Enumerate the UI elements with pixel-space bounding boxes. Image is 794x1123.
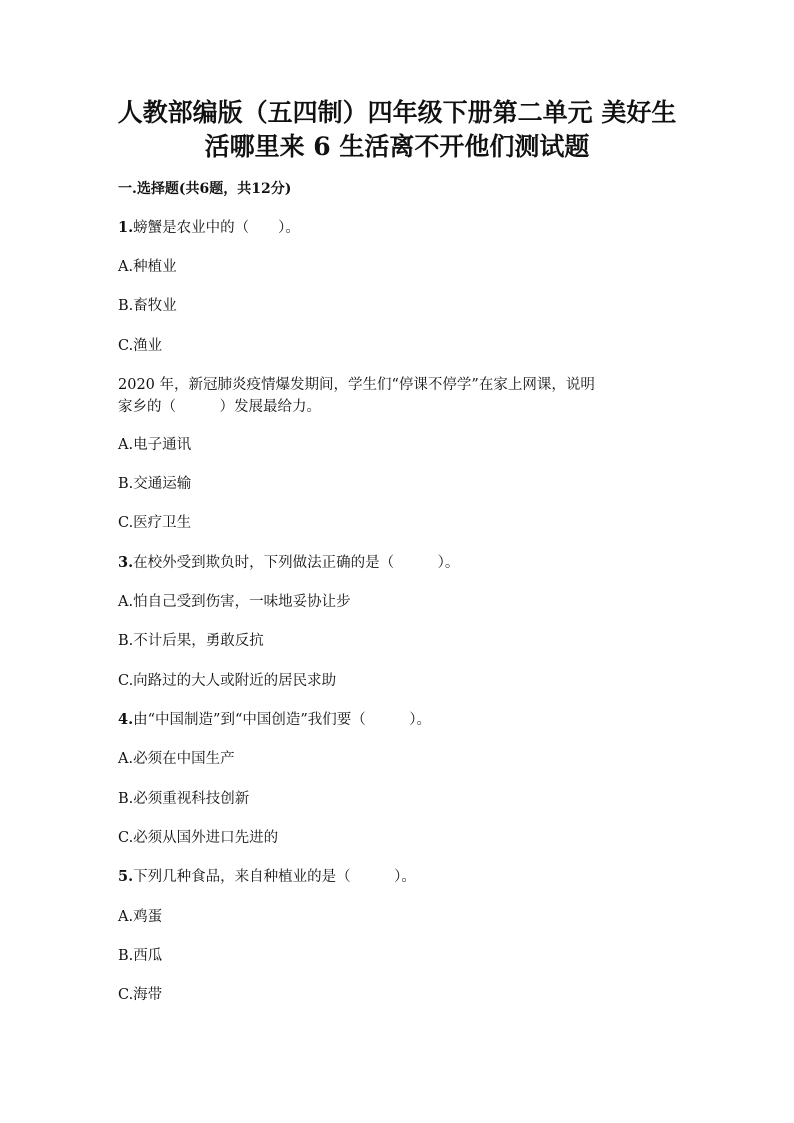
question-number: 3. bbox=[118, 554, 134, 571]
question-text: 由“中国制造”到“中国创造”我们要（ ）。 bbox=[133, 712, 432, 728]
question-text: 2020 年，新冠肺炎疫情爆发期间，学生们“停课不停学”在家上网课，说明 bbox=[118, 377, 595, 393]
question-1-option-a: A.种植业 bbox=[118, 259, 177, 275]
question-3-option-a: A.怕自己受到伤害，一味地妥协让步 bbox=[118, 594, 351, 610]
question-text: 螃蟹是农业中的（ ）。 bbox=[133, 220, 300, 236]
question-4-stem bbox=[118, 709, 431, 731]
title-line-2: 活哪里来 6 生活离不开他们测试题 bbox=[204, 132, 590, 161]
question-2-stem-line-2: 家乡的（ ）发展最给力。 bbox=[118, 399, 321, 415]
question-1-option-b: B.畜牧业 bbox=[118, 298, 177, 314]
question-5-option-b: B.西瓜 bbox=[118, 948, 163, 964]
question-4-option-c: C.必须从国外进口先进的 bbox=[118, 830, 279, 846]
question-4-option-b: B.必须重视科技创新 bbox=[118, 791, 250, 807]
question-2-option-a: A.电子通讯 bbox=[118, 437, 192, 453]
question-2-option-b: B.交通运输 bbox=[118, 476, 192, 492]
question-number: 4. bbox=[118, 711, 134, 728]
question-2-stem-line-1 bbox=[118, 374, 595, 396]
question-number: 1. bbox=[118, 219, 134, 236]
question-number: 5. bbox=[118, 868, 134, 885]
document-title bbox=[100, 96, 694, 164]
question-1-stem bbox=[118, 217, 300, 239]
section-heading: 一.选择题(共6题，共12分) bbox=[118, 181, 292, 197]
question-3-option-b: B.不计后果，勇敢反抗 bbox=[118, 633, 264, 649]
question-text: 在校外受到欺负时，下列做法正确的是（ ）。 bbox=[133, 555, 460, 571]
title-line-1: 人教部编版（五四制）四年级下册第二单元 美好生 bbox=[117, 98, 677, 127]
question-3-stem bbox=[118, 552, 459, 574]
question-1-option-c: C.渔业 bbox=[118, 338, 163, 354]
question-2-option-c: C.医疗卫生 bbox=[118, 515, 192, 531]
question-text: 下列几种食品，来自种植业的是（ ）。 bbox=[133, 869, 416, 885]
question-4-option-a: A.必须在中国生产 bbox=[118, 751, 235, 767]
question-3-option-c: C.向路过的大人或附近的居民求助 bbox=[118, 673, 337, 689]
question-5-option-c: C.海带 bbox=[118, 987, 163, 1003]
question-5-option-a: A.鸡蛋 bbox=[118, 909, 163, 925]
question-5-stem bbox=[118, 866, 416, 888]
